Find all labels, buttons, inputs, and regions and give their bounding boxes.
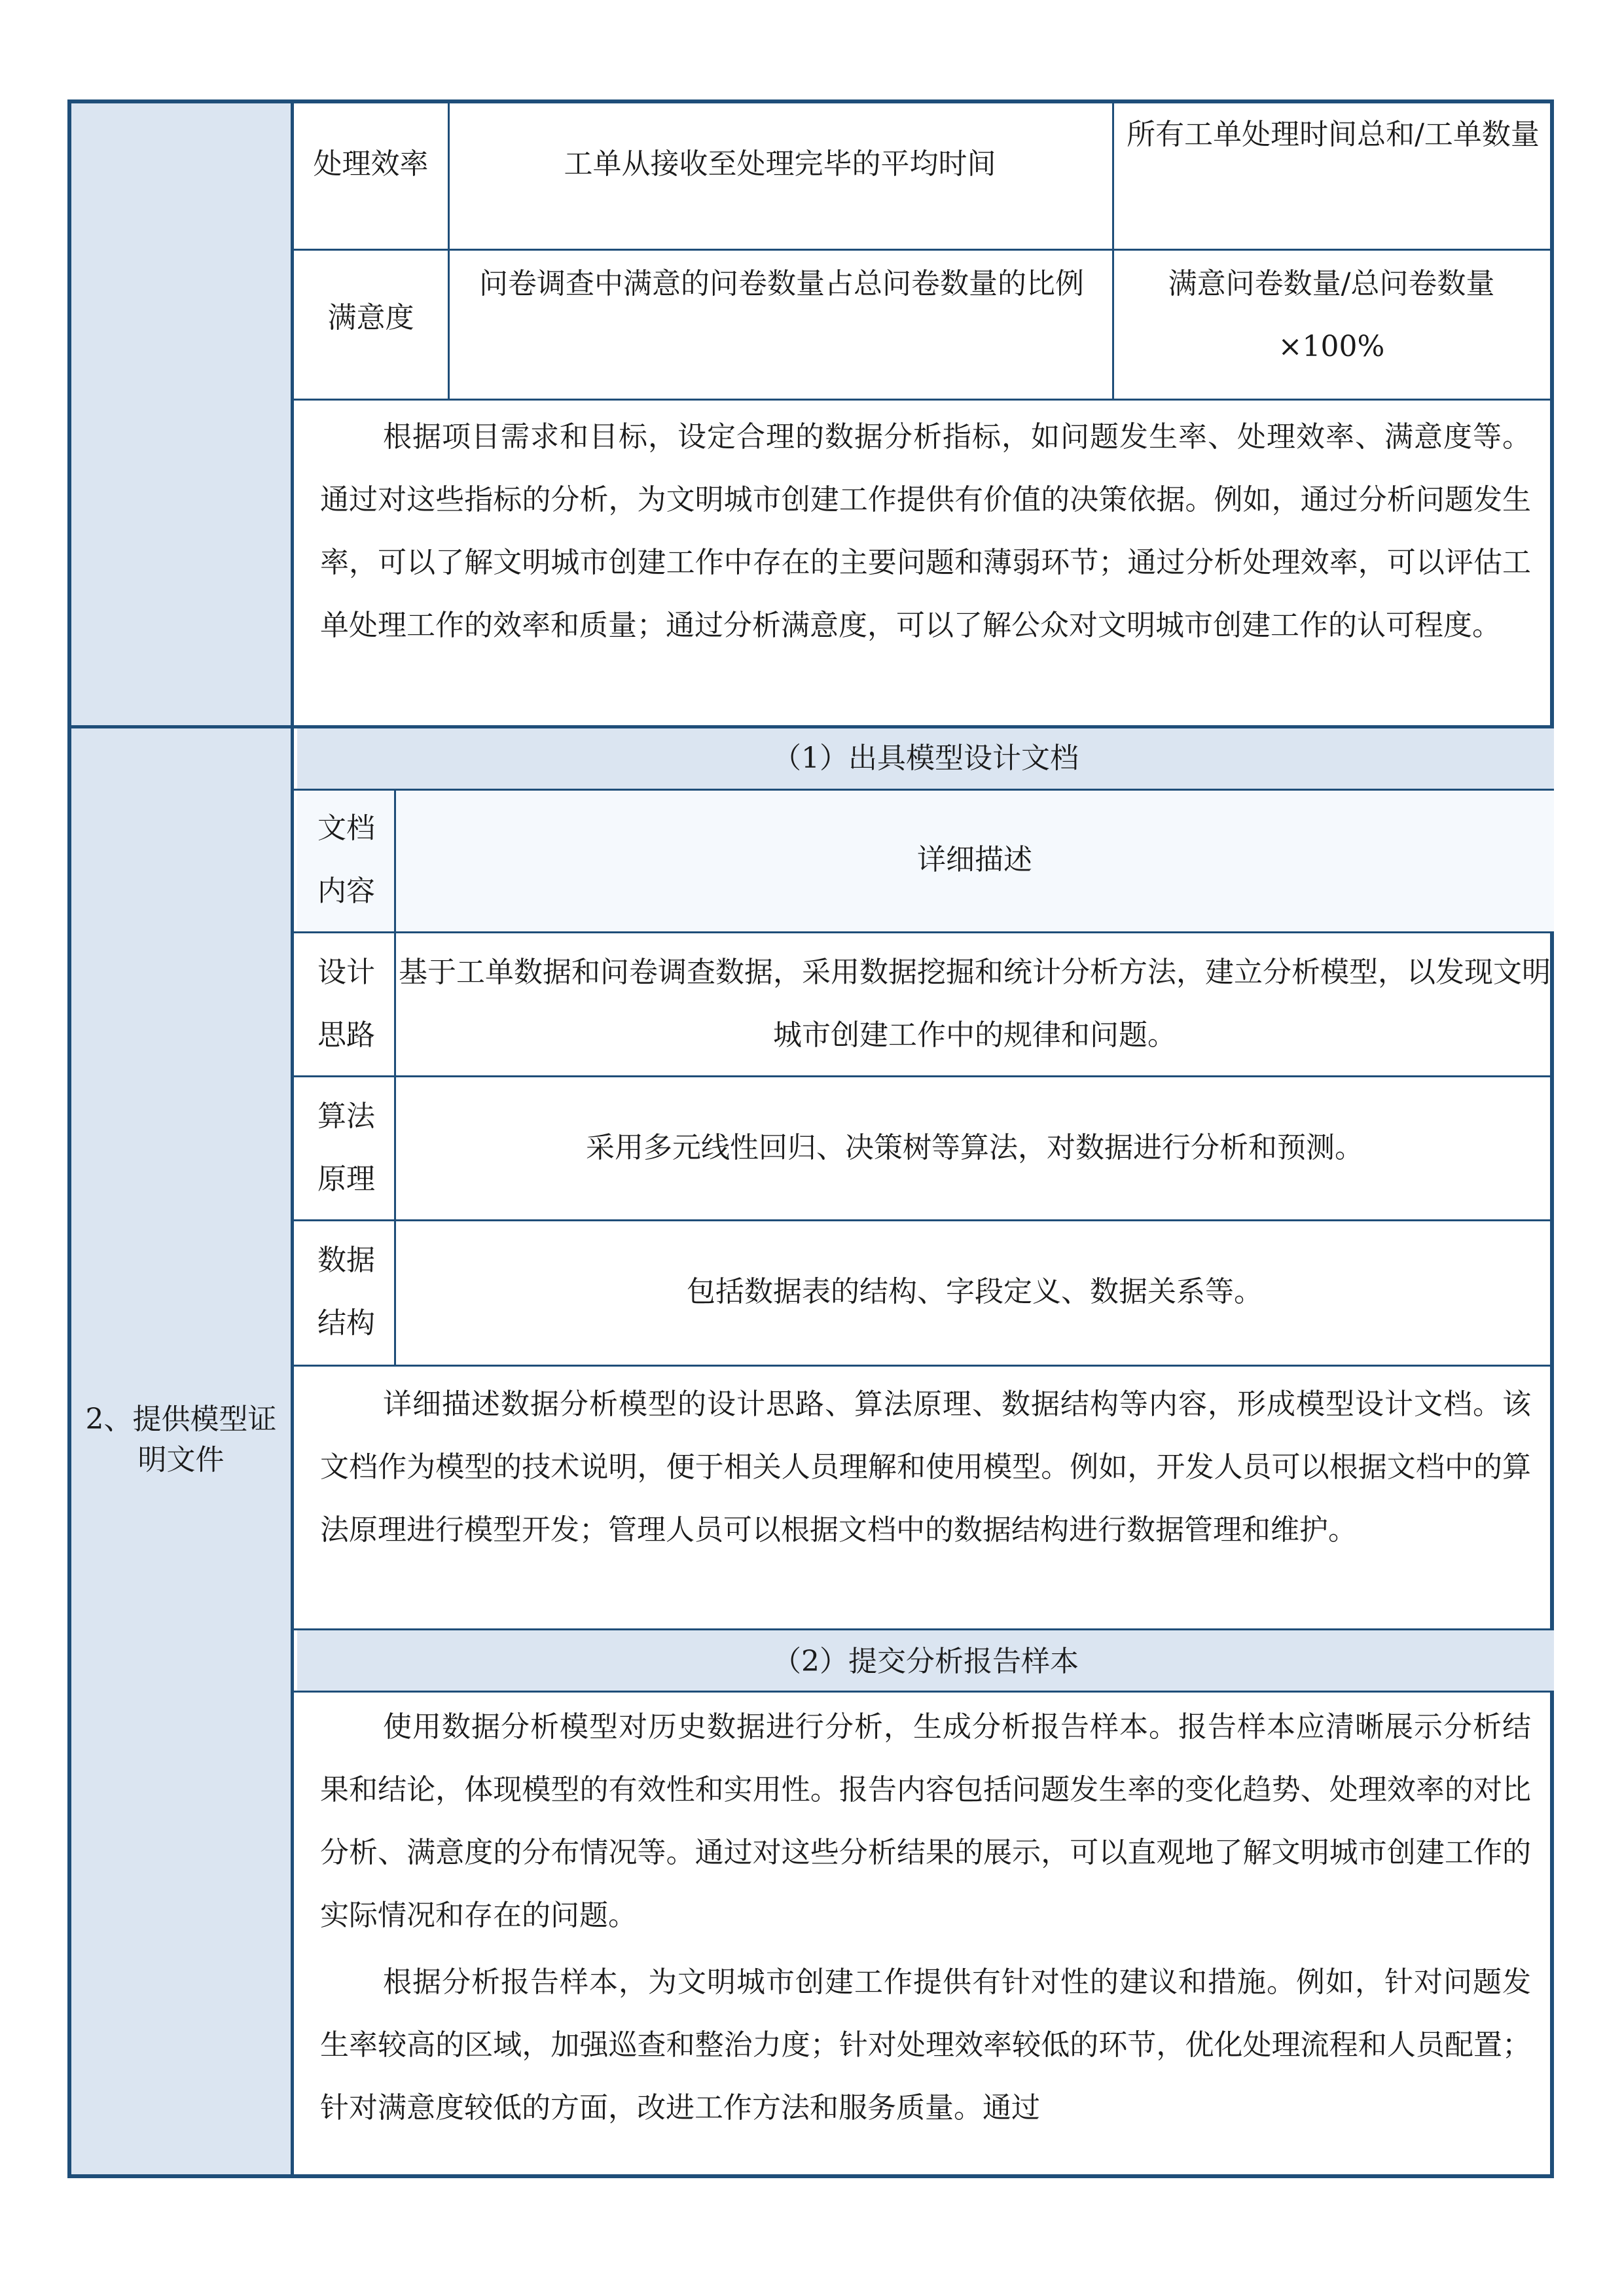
doc-row-label: 算法原理 (317, 1100, 375, 1196)
row-line (294, 1365, 1551, 1367)
subsection1-title: （1）出具模型设计文档 (772, 742, 1079, 775)
doc-row-value: 采用多元线性回归、决策树等算法，对数据进行分析和预测。 (586, 1131, 1363, 1164)
doc-row-label: 设计思路 (317, 956, 375, 1052)
doc-row-label: 数据结构 (317, 1244, 375, 1340)
row-line (294, 399, 1551, 401)
metric-formula: 满意问卷数量/总问卷数量×100% (1168, 267, 1495, 363)
col-line (1112, 103, 1114, 401)
subsection1-paragraph: 详细描述数据分析模型的设计思路、算法原理、数据结构等内容，形成模型设计文档。该文档作为模型的技术说明，便于相关人员理解和使用模型。例如，开发人员可以根据文档中的算法原理进行模型开发；管理人员可以根据文档中的数据结构进行数据管理和维护。 (320, 1388, 1531, 1547)
metrics-paragraph: 根据项目需求和目标，设定合理的数据分析指标，如问题发生率、处理效率、满意度等。通过对这些指标的分析，为文明城市创建工作提供有价值的决策依据。例如，通过分析问题发生率，可以了解文明城市创建工作中存在的主要问题和薄弱环节；通过分析处理效率，可以评估工单处理工作的效率和质量；通过分析满意度，可以了解公众对文明城市创建工作的认可程度。 (320, 420, 1531, 642)
subsection2-title: （2）提交分析报告样本 (772, 1645, 1079, 1678)
row-line (294, 1075, 1551, 1077)
row-line (294, 249, 1551, 251)
doc-header-right: 详细描述 (917, 843, 1032, 876)
main-table (67, 99, 1554, 2178)
metric-name: 处理效率 (313, 147, 429, 181)
subsection2-paragraph: 根据分析报告样本，为文明城市创建工作提供有针对性的建议和措施。例如，针对问题发生率较高的区域，加强巡查和整治力度；针对处理效率较低的环节，优化处理流程和人员配置；针对满意度较低的方面，改进工作方法和服务质量。通过 (320, 1965, 1531, 2125)
subsection2-paragraph: 使用数据分析模型对历史数据进行分析，生成分析报告样本。报告样本应清晰展示分析结果和结论，体现模型的有效性和实用性。报告内容包括问题发生率的变化趋势、处理效率的对比分析、满意度的分布情况等。通过对这些分析结果的展示，可以直观地了解文明城市创建工作的实际情况和存在的问题。 (320, 1710, 1531, 1932)
col-line (394, 791, 396, 1367)
metric-formula: 所有工单处理时间总和/工单数量 (1127, 118, 1540, 151)
section2-label: 2、提供模型证明文件 (85, 1403, 277, 1477)
row-line (294, 1691, 1551, 1693)
doc-row-value: 包括数据表的结构、字段定义、数据关系等。 (687, 1275, 1263, 1308)
metric-definition: 问卷调查中满意的问卷数量占总问卷数量的比例 (479, 267, 1084, 300)
row-line (294, 1219, 1551, 1221)
left-label-column (71, 103, 294, 2174)
doc-header-left: 文档内容 (317, 812, 375, 908)
row-line (294, 931, 1551, 933)
metric-definition: 工单从接收至处理完毕的平均时间 (564, 147, 996, 181)
doc-row-value: 基于工单数据和问卷调查数据，采用数据挖掘和统计分析方法，建立分析模型，以发现文明城市创建工作中的规律和问题。 (399, 956, 1551, 1052)
col-line (448, 103, 450, 401)
metric-name: 满意度 (327, 301, 414, 334)
